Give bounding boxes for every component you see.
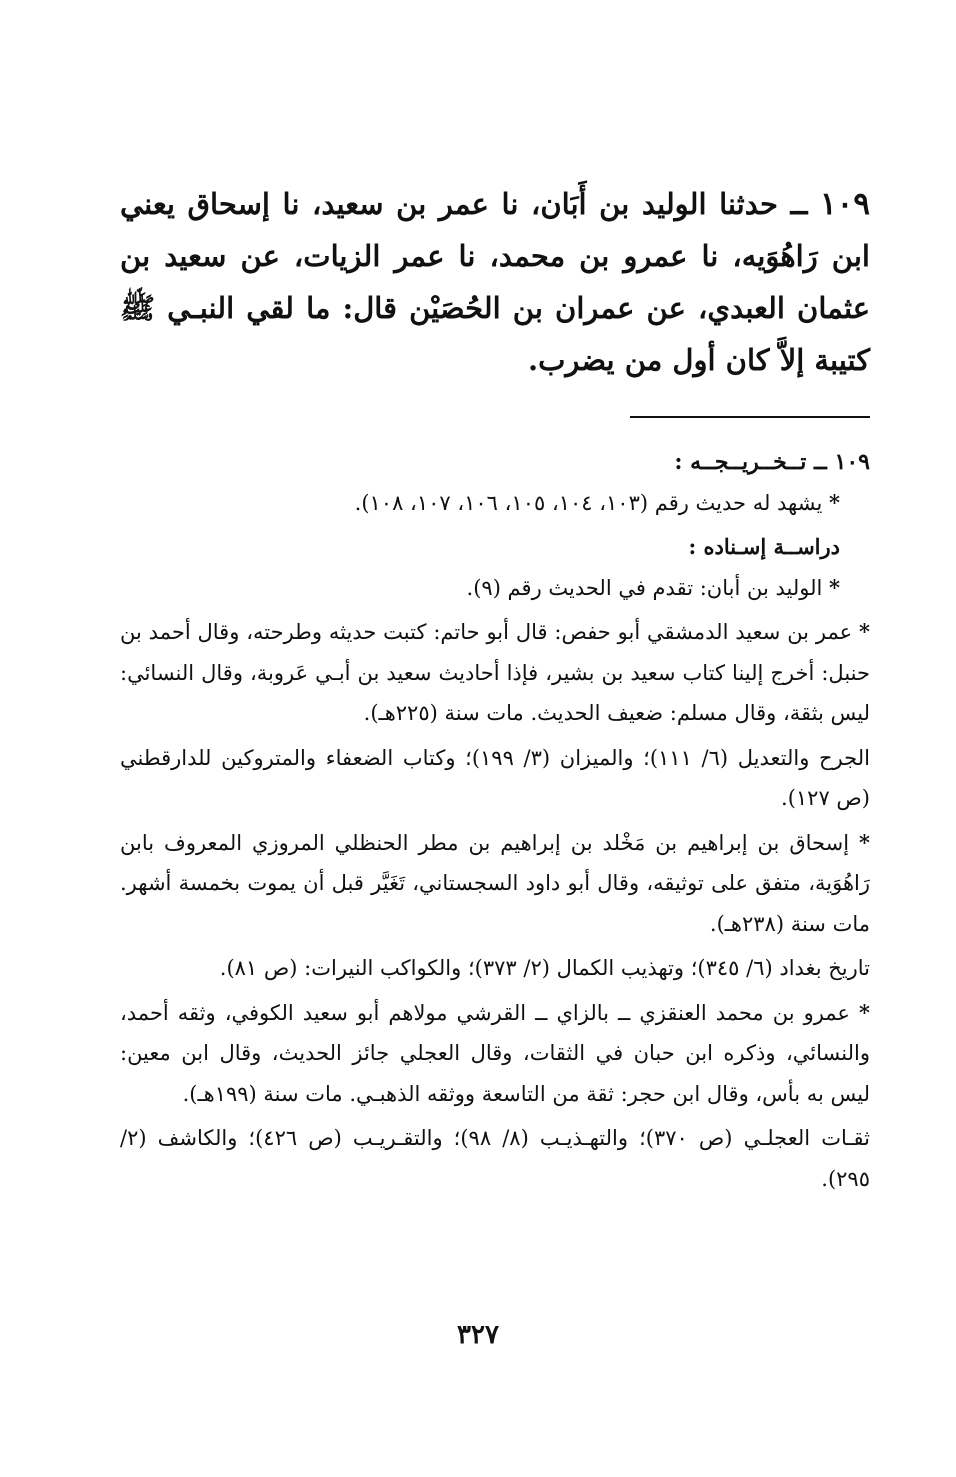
takhrij-heading: ١٠٩ ــ تــخــريــجــه : xyxy=(674,449,870,475)
page-content xyxy=(120,178,870,1203)
narrator-text: إسحاق بن إبراهيم بن مَخْلد بن إبراهيم بن مطر الحنظلي المروزي المعروف بابن رَاهُوَية، متفق على توثيقه، وقال أبو داود السجستاني، تَغَيَّر قبل أن يموت بخمسة أشهر. مات سنة (٢٣٨هـ). xyxy=(120,830,870,936)
hadith-number: ١٠٩ xyxy=(820,186,870,222)
source-reference: ثقـات العجلـي (ص ٣٧٠)؛ والتهـذيـب (٨/ ٩٨)؛ والتقـريـب (ص ٤٢٦)؛ والكاشف (٢/ ٢٩٥). xyxy=(120,1126,870,1191)
narrator-entry xyxy=(120,612,870,734)
source-reference: تاريخ بغداد (٦/ ٣٤٥)؛ وتهذيب الكمال (٢/ ٣٧٣)؛ والكواكب النيرات: (ص ٨١). xyxy=(219,956,870,980)
narrator-text: الوليد بن أبان: تقدم في الحديث رقم (٩). xyxy=(466,575,823,600)
isnad-heading: دراســة إسـناده : xyxy=(688,534,840,559)
narrator-entry xyxy=(120,993,870,1115)
hadith-text: حدثنا الوليد بن أَبَان، نا عمر بن سعيد، نا إسحاق يعني ابن رَاهُوَيه، نا عمرو بن محمد، نا عمر الزيات، عن سعيد بن عثمان العبدي، عن عمران بن الحُصَيْن قال: ما لقي النبـي ﷺ كتيبة إلاَّ كان أول من يضرب. xyxy=(120,187,870,377)
bullet-star: * xyxy=(859,829,870,855)
bullet-star: * xyxy=(829,489,840,515)
witness-note xyxy=(120,483,870,524)
hadith-dash: ــ xyxy=(790,187,808,221)
narrator-entry xyxy=(120,823,870,945)
witness-text: يشهد له حديث رقم (١٠٣، ١٠٤، ١٠٥، ١٠٦، ١٠٧، ١٠٨). xyxy=(354,490,823,515)
footnote-separator xyxy=(630,416,870,418)
footnotes xyxy=(120,442,870,1199)
narrator-entry xyxy=(120,568,870,609)
source-reference: الجرح والتعديل (٦/ ١١١)؛ والميزان (٣/ ١٩٩)؛ وكتاب الضعفاء والمتروكين للدارقطني (ص ١٢٧). xyxy=(120,745,870,810)
narrator-text: عمر بن سعيد الدمشقي أبو حفص: قال أبو حاتم: كتبت حديثه وطرحته، وقال أحمد بن حنبل: أخرج إلينا كتاب سعيد بن بشير، فإذا أحاديث سعيد بن أبـي عَروبة، وقال النسائي: ليس بثقة، وقال مسلم: ضعيف الحديث. مات سنة (٢٢٥هـ). xyxy=(120,620,870,725)
bullet-star: * xyxy=(859,999,870,1025)
bullet-star: * xyxy=(859,619,870,644)
page-number: ٣٢٧ xyxy=(457,1320,499,1350)
bullet-star: * xyxy=(829,574,840,600)
narrator-text: عمرو بن محمد العنقزي ــ بالزاي ــ القرشي مولاهم أبو سعيد الكوفي، وثقه أحمد، والنسائي، وذكره ابن حبان في الثقات، وقال العجلي جائز الحديث، وقال ابن معين: ليس به بأس، وقال ابن حجر: ثقة من التاسعة ووثقه الذهبـي. مات سنة (١٩٩هـ). xyxy=(120,1000,870,1106)
hadith-paragraph xyxy=(120,178,870,386)
